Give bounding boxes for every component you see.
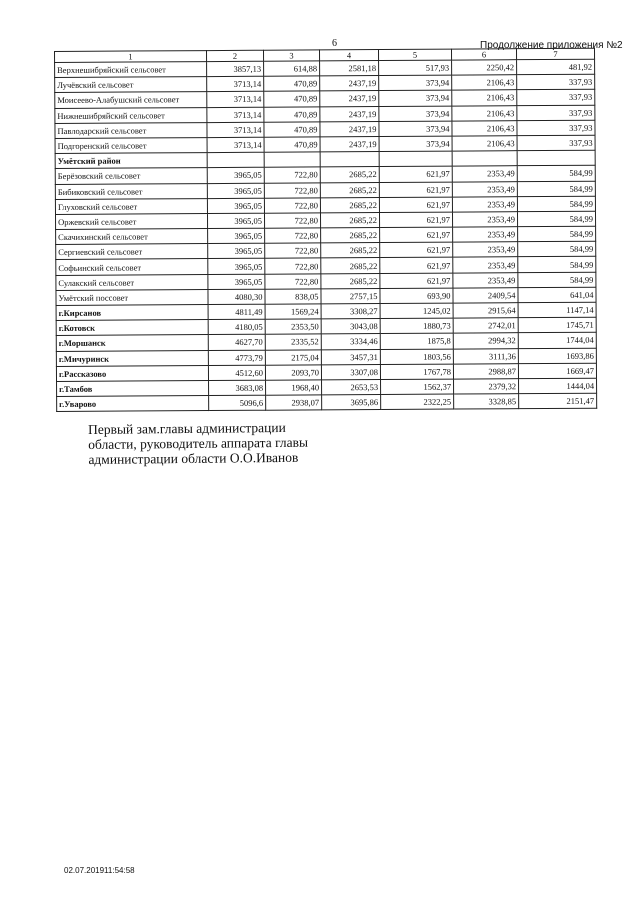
value-cell: 4627,70 bbox=[208, 335, 265, 351]
value-cell: 2106,43 bbox=[452, 90, 517, 106]
value-cell: 2353,49 bbox=[453, 272, 518, 288]
value-cell: 2409,54 bbox=[453, 287, 518, 303]
value-cell: 3111,36 bbox=[453, 348, 518, 364]
value-cell: 621,97 bbox=[379, 197, 452, 213]
value-cell: 2685,22 bbox=[321, 258, 380, 274]
value-cell: 2106,43 bbox=[452, 105, 517, 121]
value-cell: 337,93 bbox=[517, 135, 595, 151]
value-cell: 3965,05 bbox=[207, 183, 264, 199]
value-cell: 2653,53 bbox=[322, 379, 381, 395]
row-name-cell: Нижнешибряйский сельсовет bbox=[55, 107, 207, 123]
value-cell: 722,80 bbox=[264, 213, 320, 229]
value-cell: 337,93 bbox=[517, 120, 595, 136]
value-cell: 3308,27 bbox=[321, 304, 380, 320]
value-cell: 1880,73 bbox=[380, 318, 453, 334]
column-header: 1 bbox=[55, 51, 207, 63]
value-cell: 2994,32 bbox=[453, 333, 518, 349]
value-cell bbox=[320, 152, 379, 168]
value-cell: 373,94 bbox=[379, 75, 452, 91]
value-cell: 337,93 bbox=[517, 105, 595, 121]
value-cell: 584,99 bbox=[518, 272, 596, 288]
value-cell: 4512,60 bbox=[208, 365, 265, 381]
value-cell: 1875,8 bbox=[380, 333, 453, 349]
row-name-cell: Оржевский сельсовет bbox=[55, 213, 207, 229]
page-number: 6 bbox=[332, 38, 337, 49]
value-cell: 2437,19 bbox=[320, 106, 379, 122]
value-cell: 2938,07 bbox=[266, 395, 322, 411]
value-cell: 3307,08 bbox=[321, 364, 380, 380]
value-cell: 584,99 bbox=[518, 226, 596, 242]
value-cell: 722,80 bbox=[265, 243, 321, 259]
value-cell: 470,89 bbox=[264, 76, 320, 92]
value-cell: 2757,15 bbox=[321, 288, 380, 304]
value-cell: 337,93 bbox=[517, 74, 595, 90]
row-name-cell: Умётский район bbox=[55, 153, 207, 169]
row-name-cell: Верхнешибряйский сельсовет bbox=[55, 62, 207, 78]
column-header: 5 bbox=[378, 49, 451, 60]
value-cell: 1767,78 bbox=[380, 364, 453, 380]
value-cell: 621,97 bbox=[379, 212, 452, 228]
value-cell: 2335,52 bbox=[265, 334, 321, 350]
row-name-cell: Бибиковский сельсовет bbox=[55, 183, 207, 199]
value-cell: 722,80 bbox=[264, 198, 320, 214]
column-header: 4 bbox=[319, 50, 378, 61]
value-cell: 337,93 bbox=[517, 90, 595, 106]
value-cell: 2353,49 bbox=[453, 257, 518, 273]
value-cell: 621,97 bbox=[380, 242, 453, 258]
value-cell: 470,89 bbox=[264, 106, 320, 122]
value-cell: 1745,71 bbox=[518, 317, 596, 333]
value-cell: 614,88 bbox=[264, 61, 320, 77]
value-cell bbox=[207, 152, 264, 168]
value-cell: 1245,02 bbox=[380, 303, 453, 319]
value-cell bbox=[379, 151, 452, 167]
value-cell: 2106,43 bbox=[452, 75, 517, 91]
row-name-cell: г.Уварово bbox=[57, 396, 209, 412]
value-cell: 470,89 bbox=[264, 137, 320, 153]
value-cell: 3713,14 bbox=[207, 122, 264, 138]
value-cell: 2175,04 bbox=[265, 349, 321, 365]
value-cell: 1147,14 bbox=[518, 302, 596, 318]
value-cell: 481,92 bbox=[517, 59, 595, 75]
value-cell: 621,97 bbox=[380, 273, 453, 289]
value-cell: 3965,05 bbox=[208, 228, 265, 244]
value-cell: 2685,22 bbox=[320, 167, 379, 183]
value-cell: 584,99 bbox=[517, 166, 595, 182]
value-cell: 2379,32 bbox=[454, 379, 519, 395]
value-cell: 373,94 bbox=[379, 121, 452, 137]
value-cell: 2685,22 bbox=[320, 197, 379, 213]
value-cell: 4080,30 bbox=[208, 289, 265, 305]
value-cell: 2437,19 bbox=[320, 91, 379, 107]
value-cell: 584,99 bbox=[518, 257, 596, 273]
value-cell: 2106,43 bbox=[452, 136, 517, 152]
value-cell bbox=[452, 151, 517, 167]
value-cell: 373,94 bbox=[379, 90, 452, 106]
row-name-cell: Павлодарский сельсовет bbox=[55, 122, 207, 138]
row-name-cell: Подгоренский сельсовет bbox=[55, 138, 207, 154]
value-cell: 584,99 bbox=[517, 196, 595, 212]
column-header: 7 bbox=[516, 48, 594, 59]
row-name-cell: Сулакский сельсовет bbox=[56, 274, 208, 290]
value-cell: 1803,56 bbox=[380, 349, 453, 365]
value-cell: 722,80 bbox=[265, 258, 321, 274]
value-cell: 3334,46 bbox=[321, 334, 380, 350]
value-cell: 2353,49 bbox=[452, 166, 517, 182]
value-cell: 3965,05 bbox=[207, 168, 264, 184]
value-cell: 2151,47 bbox=[519, 393, 597, 409]
value-cell: 2106,43 bbox=[452, 120, 517, 136]
value-cell: 3713,14 bbox=[207, 137, 264, 153]
row-name-cell: Скачихинский сельсовет bbox=[56, 229, 208, 245]
value-cell: 621,97 bbox=[379, 182, 452, 198]
value-cell: 3683,08 bbox=[209, 380, 266, 396]
value-cell: 584,99 bbox=[517, 181, 595, 197]
value-cell: 517,93 bbox=[379, 60, 452, 76]
value-cell: 1968,40 bbox=[266, 380, 322, 396]
value-cell: 2093,70 bbox=[265, 365, 321, 381]
row-name-cell: Умётский поссовет bbox=[56, 289, 208, 305]
row-name-cell: Софьинский сельсовет bbox=[56, 259, 208, 275]
table-row bbox=[57, 393, 597, 411]
value-cell: 2353,49 bbox=[452, 181, 517, 197]
column-header: 6 bbox=[451, 49, 516, 60]
value-cell: 3457,31 bbox=[321, 349, 380, 365]
value-cell: 2685,22 bbox=[320, 182, 379, 198]
value-cell: 1744,04 bbox=[518, 333, 596, 349]
value-cell bbox=[264, 152, 320, 168]
value-cell: 3713,14 bbox=[207, 76, 264, 92]
row-name-cell: Сергиевский сельсовет bbox=[56, 244, 208, 260]
value-cell: 621,97 bbox=[380, 227, 453, 243]
signature-line: администрации области О.О.Иванов bbox=[88, 449, 299, 467]
row-name-cell: г.Моршанск bbox=[56, 335, 208, 351]
value-cell: 1444,04 bbox=[519, 378, 597, 394]
value-cell: 722,80 bbox=[265, 228, 321, 244]
value-cell: 2742,01 bbox=[453, 318, 518, 334]
value-cell: 470,89 bbox=[264, 91, 320, 107]
value-cell: 2685,22 bbox=[321, 273, 380, 289]
value-cell bbox=[517, 150, 595, 166]
value-cell: 470,89 bbox=[264, 122, 320, 138]
value-cell: 1569,24 bbox=[265, 304, 321, 320]
value-cell: 2988,87 bbox=[453, 363, 518, 379]
value-cell: 722,80 bbox=[264, 167, 320, 183]
value-cell: 3713,14 bbox=[207, 107, 264, 123]
value-cell: 2353,49 bbox=[453, 227, 518, 243]
value-cell: 373,94 bbox=[379, 106, 452, 122]
signature-block bbox=[88, 420, 308, 467]
value-cell: 4811,49 bbox=[208, 304, 265, 320]
value-cell: 641,04 bbox=[518, 287, 596, 303]
value-cell: 5096,6 bbox=[209, 395, 266, 411]
value-cell: 3965,05 bbox=[208, 274, 265, 290]
column-header: 2 bbox=[207, 50, 264, 61]
row-name-cell: г.Рассказово bbox=[56, 365, 208, 381]
value-cell: 621,97 bbox=[379, 166, 452, 182]
column-header: 3 bbox=[263, 50, 319, 61]
value-cell: 838,05 bbox=[265, 289, 321, 305]
row-name-cell: г.Мичуринск bbox=[56, 350, 208, 366]
value-cell: 373,94 bbox=[379, 136, 452, 152]
signature-line: области, руководитель аппарата главы bbox=[88, 434, 309, 452]
continuation-label: Продолжение приложения №2 bbox=[480, 40, 623, 51]
value-cell: 3965,05 bbox=[207, 213, 264, 229]
value-cell: 2353,49 bbox=[453, 242, 518, 258]
value-cell: 3965,05 bbox=[208, 243, 265, 259]
row-name-cell: г.Котовск bbox=[56, 320, 208, 336]
value-cell: 1562,37 bbox=[381, 379, 454, 395]
value-cell: 1669,47 bbox=[518, 363, 596, 379]
row-name-cell: Берёзовский сельсовет bbox=[55, 168, 207, 184]
row-name-cell: г.Тамбов bbox=[57, 380, 209, 396]
value-cell: 2437,19 bbox=[320, 136, 379, 152]
signature-line: Первый зам.главы администрации bbox=[88, 419, 286, 437]
value-cell: 4773,79 bbox=[208, 350, 265, 366]
value-cell: 3695,86 bbox=[322, 395, 381, 411]
value-cell: 621,97 bbox=[380, 258, 453, 274]
value-cell: 722,80 bbox=[264, 182, 320, 198]
row-name-cell: Лучёвский сельсовет bbox=[55, 77, 207, 93]
value-cell: 2685,22 bbox=[320, 212, 379, 228]
value-cell: 584,99 bbox=[518, 241, 596, 257]
value-cell: 3713,14 bbox=[207, 92, 264, 108]
value-cell: 3328,85 bbox=[454, 394, 519, 410]
value-cell: 3857,13 bbox=[207, 61, 264, 77]
value-cell: 3965,05 bbox=[208, 259, 265, 275]
value-cell: 4180,05 bbox=[208, 319, 265, 335]
print-timestamp: 02.07.201911:54:58 bbox=[64, 866, 135, 875]
data-table bbox=[54, 48, 597, 413]
value-cell: 2437,19 bbox=[320, 121, 379, 137]
value-cell: 2581,18 bbox=[320, 61, 379, 77]
value-cell: 722,80 bbox=[265, 273, 321, 289]
value-cell: 2685,22 bbox=[321, 228, 380, 244]
value-cell: 2353,50 bbox=[265, 319, 321, 335]
value-cell: 2353,49 bbox=[452, 212, 517, 228]
value-cell: 2353,49 bbox=[452, 196, 517, 212]
value-cell: 2322,25 bbox=[381, 394, 454, 410]
value-cell: 2250,42 bbox=[452, 60, 517, 76]
value-cell: 584,99 bbox=[517, 211, 595, 227]
value-cell: 3043,08 bbox=[321, 319, 380, 335]
row-name-cell: Глуховский сельсовет bbox=[55, 198, 207, 214]
value-cell: 693,90 bbox=[380, 288, 453, 304]
value-cell: 2915,64 bbox=[453, 303, 518, 319]
value-cell: 2437,19 bbox=[320, 76, 379, 92]
value-cell: 2685,22 bbox=[321, 243, 380, 259]
value-cell: 1693,86 bbox=[518, 348, 596, 364]
row-name-cell: Моисеево-Алабушский сельсовет bbox=[55, 92, 207, 108]
row-name-cell: г.Кирсанов bbox=[56, 305, 208, 321]
value-cell: 3965,05 bbox=[207, 198, 264, 214]
